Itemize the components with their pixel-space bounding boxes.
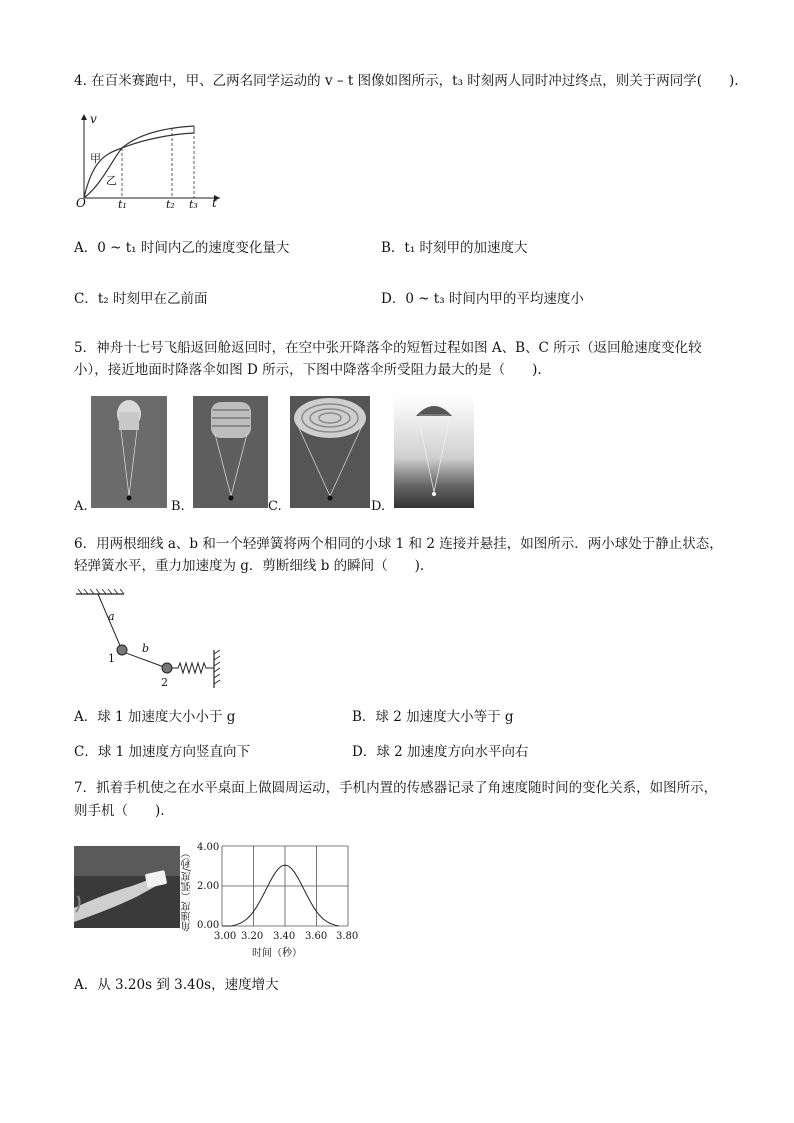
q4-stem: 4. 在百米赛跑中，甲、乙两名同学运动的 v – t 图像如图所示，t₃ 时刻两人同时冲过终点，则关于两同学( ). — [74, 73, 739, 89]
q4-axis-t: t — [212, 196, 217, 210]
q4-axis-v: v — [90, 112, 97, 126]
parachute-photo-c[interactable] — [290, 396, 370, 508]
q5-stem-line2: 小），接近地面时降落伞如图 D 所示，下图中降落伞所受阻力最大的是（ ). — [74, 362, 542, 378]
parachute-photo-a[interactable] — [91, 396, 167, 508]
q7-option-a[interactable]: A．从 3.20s 到 3.40s，速度增大 — [74, 977, 279, 993]
q6-spring-ball-figure — [72, 588, 232, 690]
parachute-photo-b[interactable] — [193, 396, 268, 508]
q6-option-d[interactable]: D．球 2 加速度方向水平向右 — [352, 744, 529, 760]
q5-label-d: D. — [371, 499, 386, 514]
q6-option-c[interactable]: C．球 1 加速度方向竖直向下 — [74, 744, 251, 760]
q7-chart-xtick-3: 3.60 — [305, 931, 328, 942]
q4-tick-t1: t₁ — [118, 198, 127, 211]
q5-label-c: C. — [268, 499, 282, 514]
q6-option-b[interactable]: B．球 2 加速度大小等于 g — [352, 709, 514, 725]
q4-option-d[interactable]: D．0 ~ t₃ 时间内甲的平均速度小 — [381, 291, 584, 307]
q6-stem-line2: 轻弹簧水平，重力加速度为 g．剪断细线 b 的瞬间（ ). — [74, 558, 425, 574]
q7-chart-ytick-2: 0.00 — [197, 920, 220, 931]
q7-chart-ylabel: 角速度（弧度/秒） — [182, 848, 193, 932]
q4-label-jia: 甲 — [90, 152, 101, 165]
q7-chart-xtick-2: 3.40 — [273, 931, 296, 942]
q7-stem-line2: 则手机（ ). — [74, 803, 165, 819]
q7-chart-xtick-0: 3.00 — [214, 931, 237, 942]
q6-stem-line1: 6．用两根细线 a、b 和一个轻弹簧将两个相同的小球 1 和 2 连接并悬挂，如图所示．两小球处于静止状态， — [74, 536, 723, 552]
q7-chart-xtick-4: 3.80 — [336, 931, 359, 942]
chart-curve — [222, 865, 339, 926]
angular-velocity-chart — [182, 838, 362, 958]
parachute-photo-d[interactable] — [394, 396, 474, 508]
q4-option-c[interactable]: C．t₂ 时刻甲在乙前面 — [74, 291, 208, 307]
q7-chart-xtick-1: 3.20 — [241, 931, 264, 942]
q6-label-ball1: 1 — [108, 652, 115, 665]
q7-chart-ytick-1: 2.00 — [197, 881, 220, 892]
q4-tick-t3: t₃ — [189, 198, 198, 211]
q7-chart-ytick-0: 4.00 — [197, 842, 220, 853]
q7-stem-line1: 7．抓着手机使之在水平桌面上做圆周运动，手机内置的传感器记录了角速度随时间的变化关系，如图所示， — [74, 780, 718, 796]
q4-tick-t2: t₂ — [166, 198, 175, 211]
q4-option-a[interactable]: A．0 ~ t₁ 时间内乙的速度变化量大 — [74, 240, 290, 256]
q4-option-b[interactable]: B．t₁ 时刻甲的加速度大 — [381, 240, 528, 256]
q4-origin: O — [76, 196, 86, 210]
q5-stem-line1: 5．神舟十七号飞船返回舱返回时，在空中张开降落伞的短暂过程如图 A、B、C 所示（返回舱速度变化较 — [74, 340, 702, 356]
q6-label-ball2: 2 — [161, 676, 168, 689]
q5-label-a: A. — [74, 499, 88, 514]
q6-label-b: b — [142, 642, 150, 655]
q4-label-yi: 乙 — [106, 174, 117, 187]
hand-phone-photo[interactable] — [74, 846, 180, 928]
q6-option-a[interactable]: A．球 1 加速度大小小于 g — [74, 709, 236, 725]
q7-chart-xlabel: 时间（秒） — [252, 948, 302, 959]
q5-label-b: B. — [171, 499, 185, 514]
q6-label-a: a — [108, 610, 115, 623]
